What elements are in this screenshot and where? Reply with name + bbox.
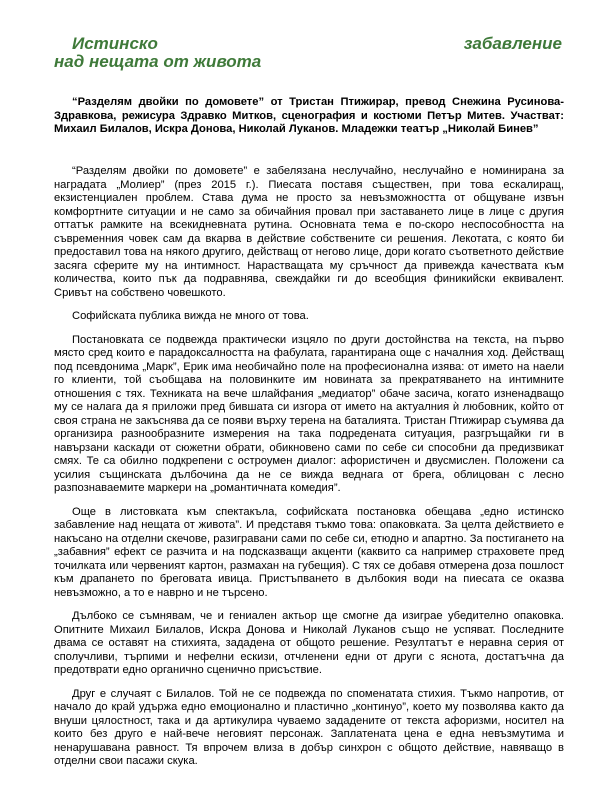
article-heading	[54, 35, 564, 71]
heading-right-word: забавление	[463, 34, 562, 53]
heading-line-1	[54, 35, 564, 53]
article-body	[54, 165, 564, 779]
paragraph: “Разделям двойки по домовете” е забелязана неслучайно, неслучайно е номинирана за наградата „Молиер” (през 2015 г.). Пиесата поставя съществен, при това ескалиращ, екзистенциален проблем. Става дума не просто за невъзможността от общуване извън комфортните ситуации и не само за обичайния провал при заставането лице в лице с другия оттатък рамките на всекидневната рутина. Основната тема е по-скоро неспособността на съвременния човек сам да вкарва в действие собствените си решения. Лекотата, с която би предоставил това на някого другиго, действащ от негово лице, дори когато съответното действие засяга сферите му на интимност. Нарастващата му сръчност да привежда качествата към количества, които пък да подравнява, свеждайки ги до всеобщия финикийски еквивалент. Сривът на собствено човешкото.	[54, 165, 564, 299]
paragraph: Софийската публика вижда не много от това.	[72, 310, 309, 322]
paragraph: Дълбоко се съмнявам, че и гениален актьор ще смогне да изиграе убедително опаковка. Опитните Михаил Билалов, Искра Донова и Николай Луканов също не успяват. Последните двама се оставят на стихията, зададена от общото решение. Резултатът е неравна серия от сполучливи, търпими и нефелни ескизи, отчленени едни от други с яснота, достатъчна да предотврати едно органично сценично присъствие.	[54, 610, 564, 676]
production-credits: “Разделям двойки по домовете” от Тристан Птижирар, превод Снежина Русинова-Здравкова, режисура Здравко Митков, сценография и костюми Петър Митев. Участват: Михаил Билалов, Искра Донова, Николай Луканов. Младежки театър „Николай Бинев”	[54, 96, 564, 136]
paragraph: Постановката се подвежда практически изцяло по други достойнства на текста, на първо място сред които е парадоксалността на фабулата, гарантирана още с началния ход. Действащ под псевдонима „Марк”, Ерик има необичайно поле на професионална изява: от името на наели го клиенти, той съобщава на половинките им новината за прекратяването на интимните отношения с тях. Техниката на вече шлайфания „медиатор” обаче засича, когато изненадващо му се налага да я приложи пред бившата си изгора от името на актуалния ѝ любовник, който от своя страна не закъснява да се появи върху терена на баталията. Тристан Птижирар съумява да организира разнообразните измерения на така подредената ситуация, разгръщайки ги в навързани каскади от сюжетни обрати, обикновено сами по себе си способни да предизвикат смях. Те са обилно подкрепени с остроумен диалог: афористичен и двусмислен. Положени са усилия същинската дълбочина да не се вижда веднага от брега, облицован с лесно разпознаваемите маркери на „романтичната комедия”.	[54, 333, 564, 494]
paragraph: Още в листовката към спектакъла, софийската постановка обещава „едно истинско забавление над нещата от живота”. И представя тъкмо това: опаковката. За целта действието е накъсано на отделни скечове, разигравани сами по себе си, етюдно и апартно. За постигането на „забавния” ефект се разчита и на подсказващи акценти (каквито са например страховете пред точилката или червеният картон, размахан на губещия). С тях се добавя отмерена доза пошлост към драпането по бреговата ивица. Пристъпването в дълбокия води на пиесата се оказва невъзможно, а то е наврно и не търсено.	[54, 505, 564, 599]
heading-line-2: над нещата от живота	[54, 52, 262, 71]
heading-left-word: Истинско	[72, 34, 158, 53]
paragraph: Друг е случаят с Билалов. Той не се подвежда по споменатата стихия. Тъкмо напротив, от начало до край удържа едно емоционално и пластично „континуо”, което му позволява както да внуши цялостност, така и да артикулира чуваемо зададените от текста афоризми, носител на които без друго е най-вече неговият персонаж. Заплатената цена е една невъзмутима и ненарушавана равност. Тя впрочем влиза в добър синхрон с общото действие, навяващо в отделни свои пасажи скука.	[54, 687, 564, 767]
